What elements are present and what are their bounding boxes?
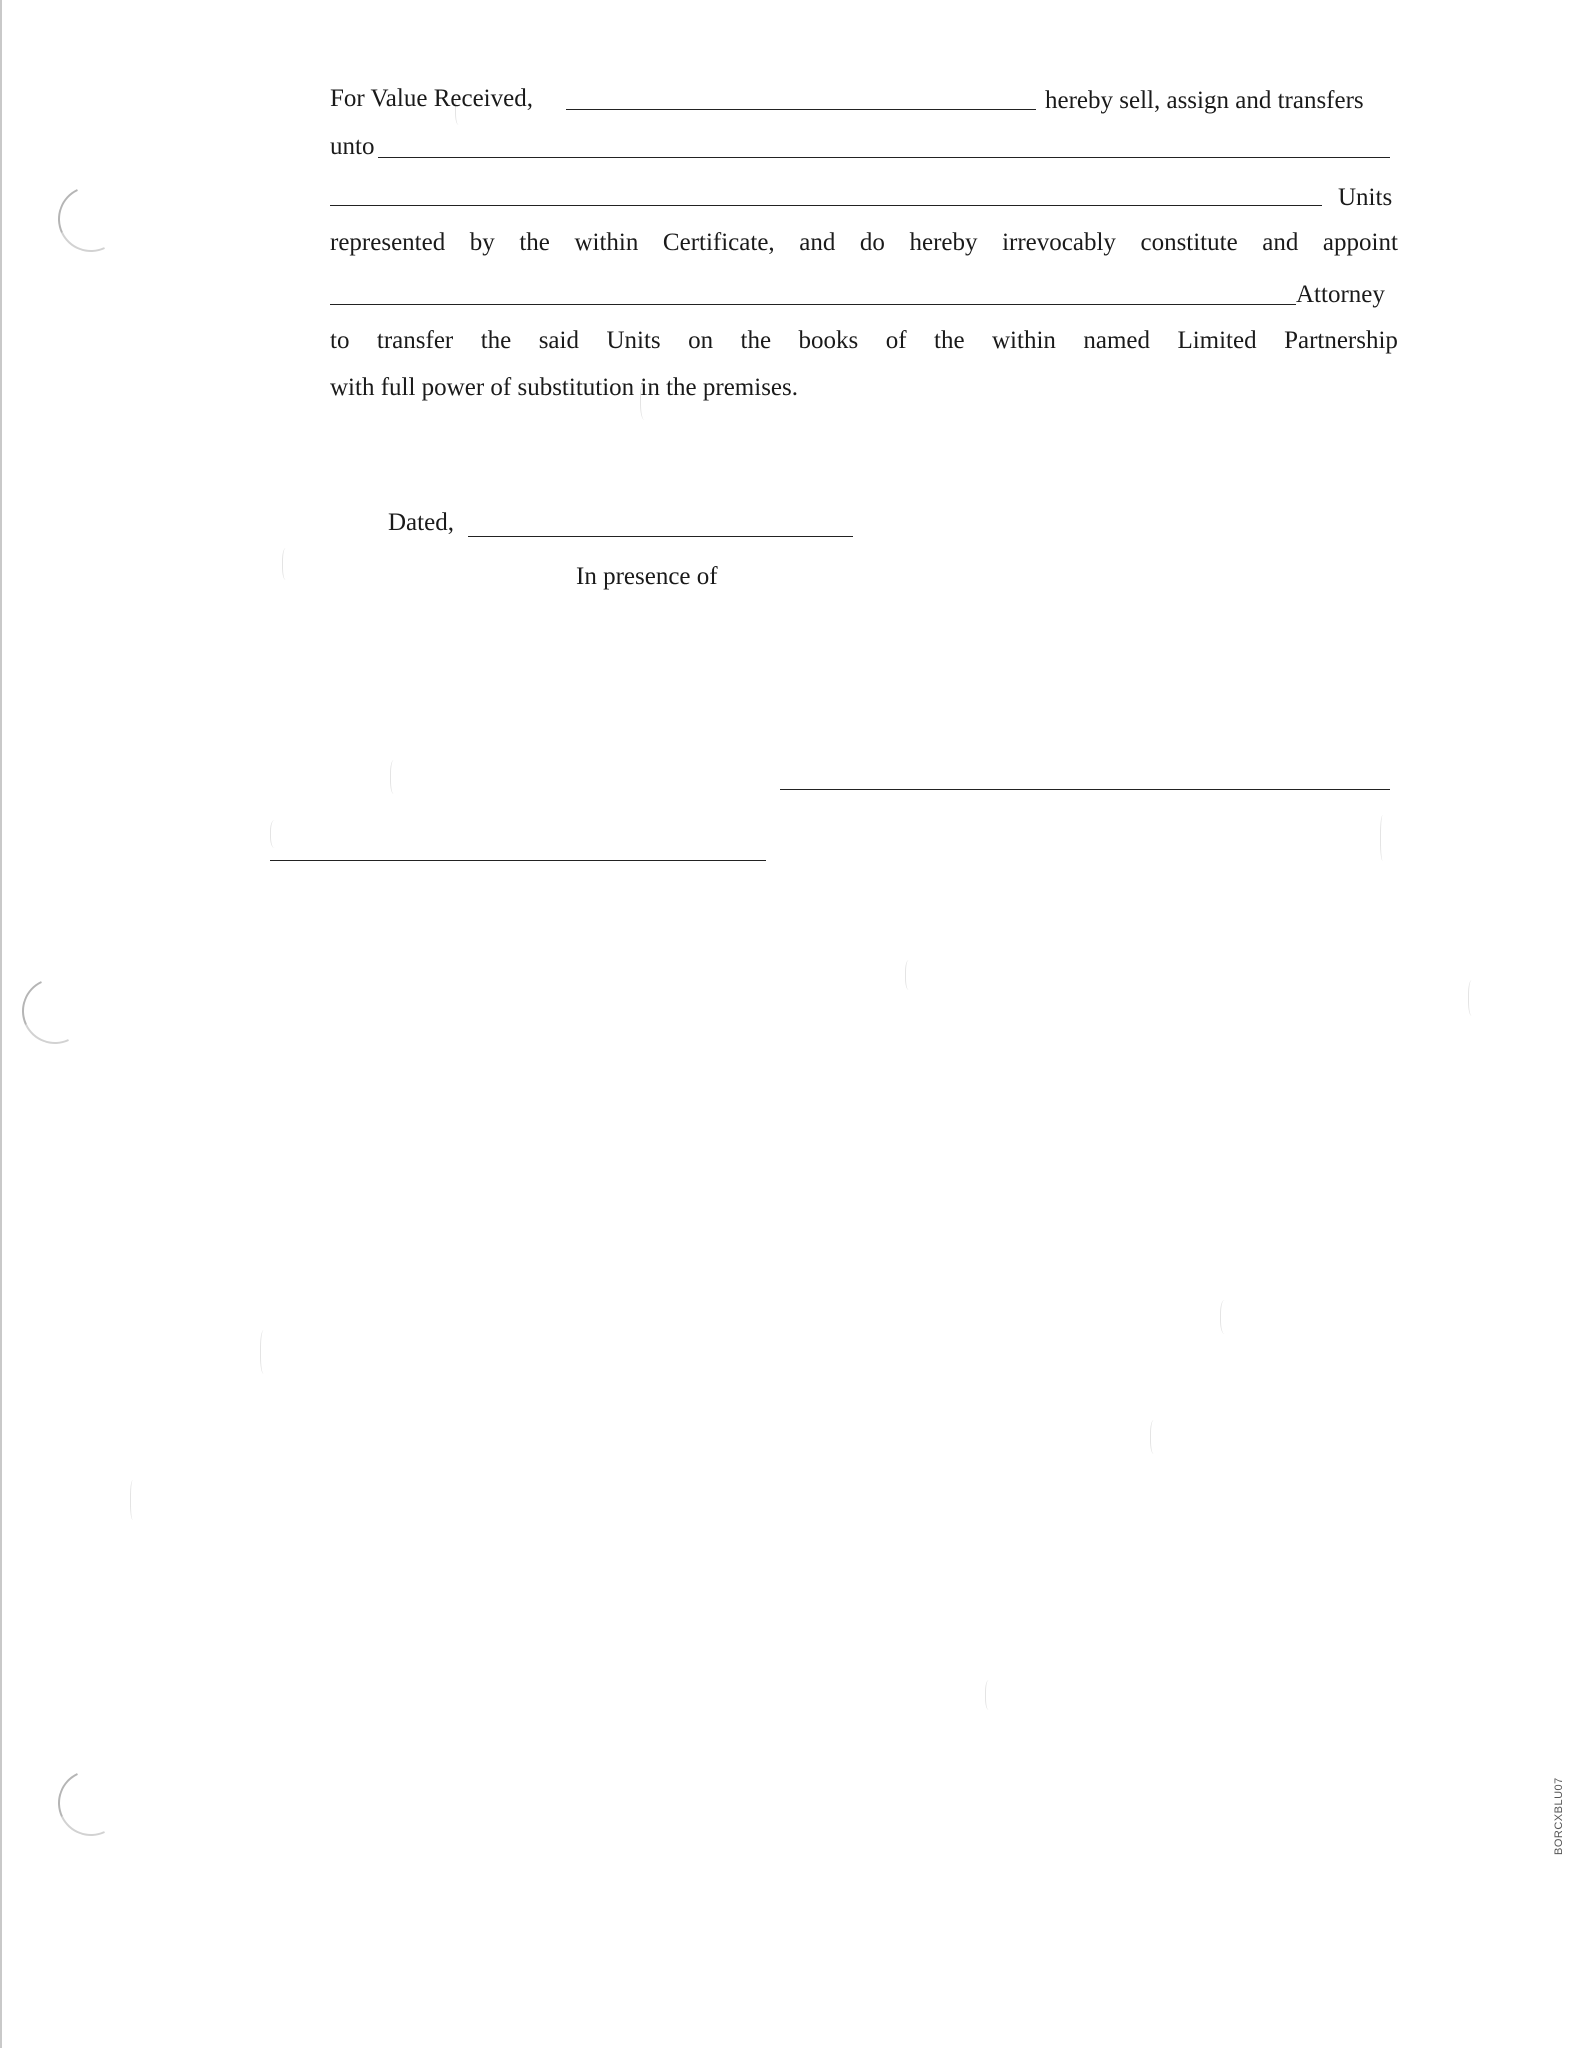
units-quantity-line[interactable] bbox=[330, 205, 1322, 206]
word: and bbox=[1262, 229, 1299, 256]
word: and bbox=[799, 229, 836, 256]
attorney-label: Attorney bbox=[1296, 281, 1385, 308]
word: transfer bbox=[376, 327, 454, 354]
transfer-units-line bbox=[330, 328, 1398, 353]
word: the bbox=[740, 327, 772, 354]
paper-fleck bbox=[270, 820, 281, 848]
word: Limited bbox=[1177, 327, 1257, 354]
word: named bbox=[1083, 327, 1150, 354]
punch-hole-top bbox=[49, 177, 134, 262]
dated-label: Dated, bbox=[388, 509, 454, 536]
word: within bbox=[574, 229, 639, 256]
word: Partnership bbox=[1284, 327, 1398, 354]
word: on bbox=[688, 327, 714, 354]
paper-fleck bbox=[130, 1480, 137, 1520]
paper-fleck bbox=[260, 1330, 269, 1374]
word: represented bbox=[330, 229, 446, 256]
paper-fleck bbox=[1468, 980, 1477, 1016]
paper-fleck bbox=[905, 960, 914, 990]
margin-code: BORCXBLU07 bbox=[1553, 1777, 1565, 1855]
sell-assign-transfer-text: hereby sell, assign and transfers bbox=[1045, 87, 1364, 114]
word: irrevocably bbox=[1002, 229, 1116, 256]
witness-signature-line[interactable] bbox=[270, 860, 766, 861]
in-presence-of-label: In presence of bbox=[576, 563, 718, 590]
word: the bbox=[519, 229, 550, 256]
word: books bbox=[798, 327, 859, 354]
word: the bbox=[480, 327, 512, 354]
for-value-received-label: For Value Received, bbox=[330, 85, 533, 112]
paper-fleck bbox=[1220, 1300, 1231, 1334]
assignor-signature-line[interactable] bbox=[780, 789, 1390, 790]
paper-fleck bbox=[1380, 815, 1387, 861]
word: do bbox=[859, 229, 885, 256]
assignor-name-line[interactable] bbox=[566, 109, 1036, 110]
paper-fleck bbox=[985, 1680, 994, 1710]
word: the bbox=[934, 327, 965, 354]
punch-hole-middle bbox=[13, 969, 98, 1054]
date-line[interactable] bbox=[468, 536, 853, 537]
attorney-name-line[interactable] bbox=[330, 304, 1296, 305]
word: Certificate, bbox=[662, 229, 775, 256]
punch-hole-bottom bbox=[49, 1761, 134, 1846]
certificate-appointment-line bbox=[330, 230, 1398, 255]
word: to bbox=[330, 327, 350, 354]
word: said bbox=[538, 327, 579, 354]
word: Units bbox=[606, 327, 661, 354]
assignee-name-line[interactable] bbox=[378, 157, 1390, 158]
word: within bbox=[992, 327, 1056, 354]
unto-label: unto bbox=[330, 133, 375, 160]
word: by bbox=[469, 229, 495, 256]
page-edge bbox=[0, 0, 2, 2048]
paper-fleck bbox=[390, 760, 399, 794]
word: appoint bbox=[1322, 229, 1398, 256]
paper-fleck bbox=[282, 548, 291, 580]
word: of bbox=[885, 327, 907, 354]
units-label: Units bbox=[1338, 184, 1393, 211]
word: constitute bbox=[1140, 229, 1238, 256]
paper-fleck bbox=[1150, 1420, 1159, 1454]
substitution-text: with full power of substitution in the premises. bbox=[330, 374, 799, 401]
word: hereby bbox=[909, 229, 978, 256]
